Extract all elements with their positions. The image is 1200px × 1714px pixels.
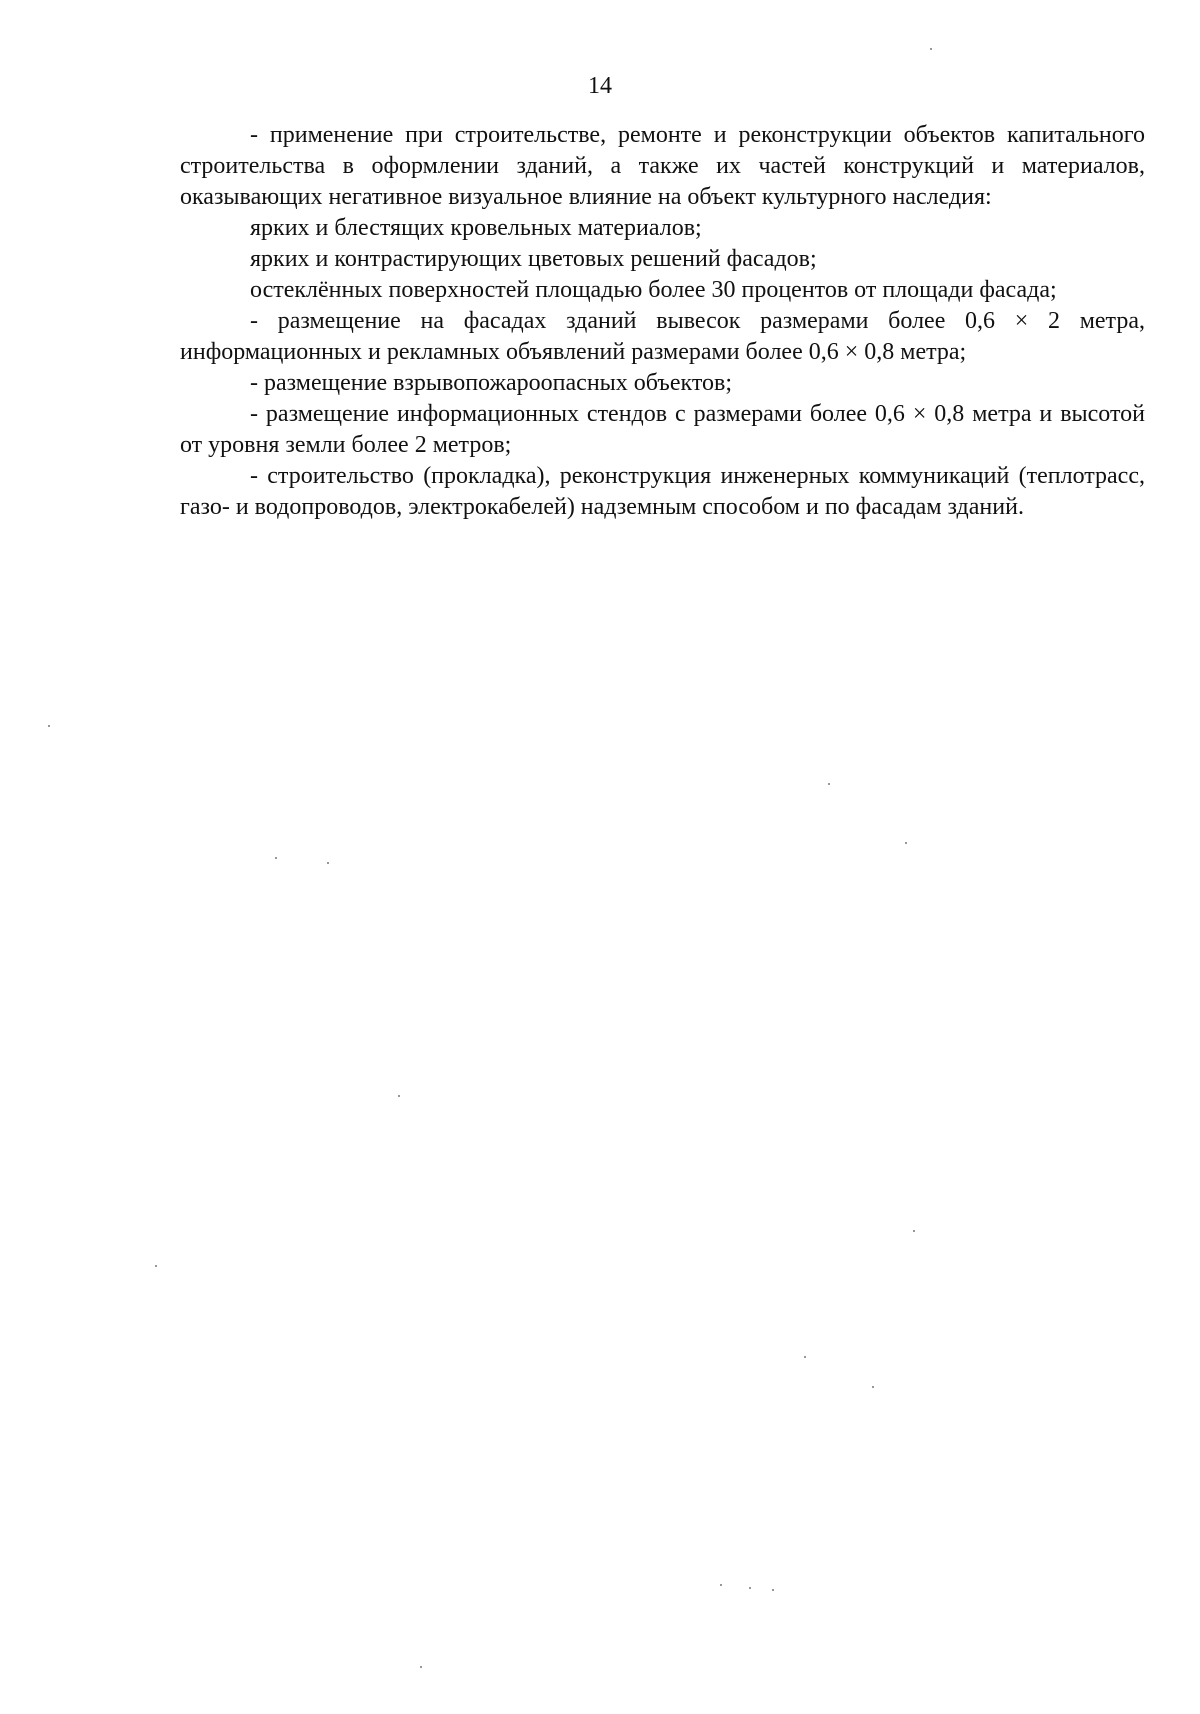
scan-speck bbox=[828, 783, 830, 785]
scan-speck bbox=[48, 725, 50, 727]
scan-speck bbox=[905, 842, 907, 844]
scan-speck bbox=[275, 857, 277, 859]
paragraph-info-stands: - размещение информационных стендов с размерами более 0,6 × 0,8 метра и высотой от уровня земли более 2 метров; bbox=[180, 401, 1145, 458]
scan-speck bbox=[155, 1265, 157, 1267]
scan-speck bbox=[913, 1230, 915, 1232]
scan-speck bbox=[930, 48, 932, 50]
document-body bbox=[180, 120, 1145, 523]
paragraph-hazardous-objects: - размещение взрывопожароопасных объектов; bbox=[250, 370, 732, 396]
scan-speck bbox=[872, 1386, 874, 1388]
scan-speck bbox=[720, 1584, 722, 1586]
paragraph-restrictions-intro: - применение при строительстве, ремонте и реконструкции объектов капитального строительства в оформлении зданий, а также их частей конструкций и материалов, оказывающих негативное визуальное влияние на объект культурного наследия: bbox=[180, 122, 1145, 210]
scan-speck bbox=[327, 862, 329, 864]
scan-speck bbox=[420, 1666, 422, 1668]
scan-speck bbox=[749, 1587, 751, 1589]
paragraph-utilities: - строительство (прокладка), реконструкция инженерных коммуникаций (теплотрасс, газо- и водопроводов, электрокабелей) надземным способом и по фасадам зданий. bbox=[180, 463, 1145, 520]
paragraph-signage: - размещение на фасадах зданий вывесок размерами более 0,6 × 2 метра, информационных и рекламных объявлений размерами более 0,6 × 0,8 метра; bbox=[180, 308, 1145, 365]
page-number: 14 bbox=[588, 73, 612, 99]
scan-speck bbox=[804, 1356, 806, 1358]
list-item-glazed-surfaces: остеклённых поверхностей площадью более 30 процентов от площади фасада; bbox=[250, 277, 1057, 303]
list-item-roofing-materials: ярких и блестящих кровельных материалов; bbox=[250, 215, 702, 241]
scan-speck bbox=[398, 1095, 400, 1097]
list-item-facade-colors: ярких и контрастирующих цветовых решений фасадов; bbox=[250, 246, 817, 272]
scan-speck bbox=[772, 1589, 774, 1591]
